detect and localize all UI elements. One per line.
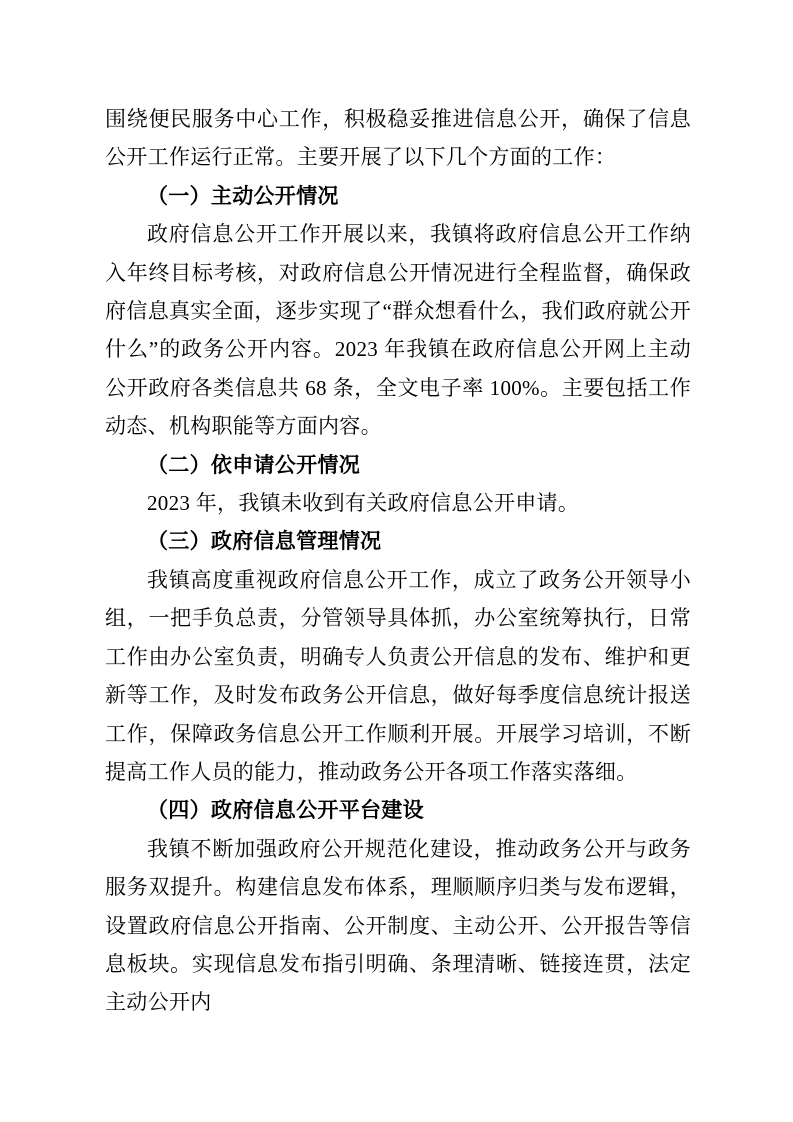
section-heading: （三）政府信息管理情况 [147, 529, 382, 554]
document-content [105, 100, 691, 1022]
body-paragraph: 围绕便民服务中心工作，积极稳妥推进信息公开，确保了信息公开工作运行正常。主要开展了以下几个方面的工作： [105, 107, 691, 170]
section-heading: （四）政府信息公开平台建设 [147, 798, 424, 823]
body-paragraph: 我镇不断加强政府公开规范化建设，推动政务公开与政务服务双提升。构建信息发布体系，理顺顺序归类与发布逻辑，设置政府信息公开指南、公开制度、主动公开、公开报告等信息板块。实现信息发布指引明确、条理清晰、链接连贯，法定主动公开内 [105, 836, 691, 1015]
body-paragraph: 2023 年，我镇未收到有关政府信息公开申请。 [147, 491, 580, 516]
section-heading: （二）依申请公开情况 [147, 452, 360, 477]
section-heading: （一）主动公开情况 [147, 183, 339, 208]
body-paragraph: 政府信息公开工作开展以来，我镇将政府信息公开工作纳入年终目标考核，对政府信息公开情况进行全程监督，确保政府信息真实全面，逐步实现了“群众想看什么，我们政府就公开什么”的政务公开内容。2023 年我镇在政府信息公开网上主动公开政府各类信息共 68 条，全文电子率 100%。主要包括工作动态、机构职能等方面内容。 [105, 222, 691, 439]
body-paragraph: 我镇高度重视政府信息公开工作，成立了政务公开领导小组，一把手负总责，分管领导具体抓，办公室统筹执行，日常工作由办公室负责，明确专人负责公开信息的发布、维护和更新等工作，及时发布政务公开信息，做好每季度信息统计报送工作，保障政务信息公开工作顺利开展。开展学习培训，不断提高工作人员的能力，推动政务公开各项工作落实落细。 [105, 567, 691, 784]
